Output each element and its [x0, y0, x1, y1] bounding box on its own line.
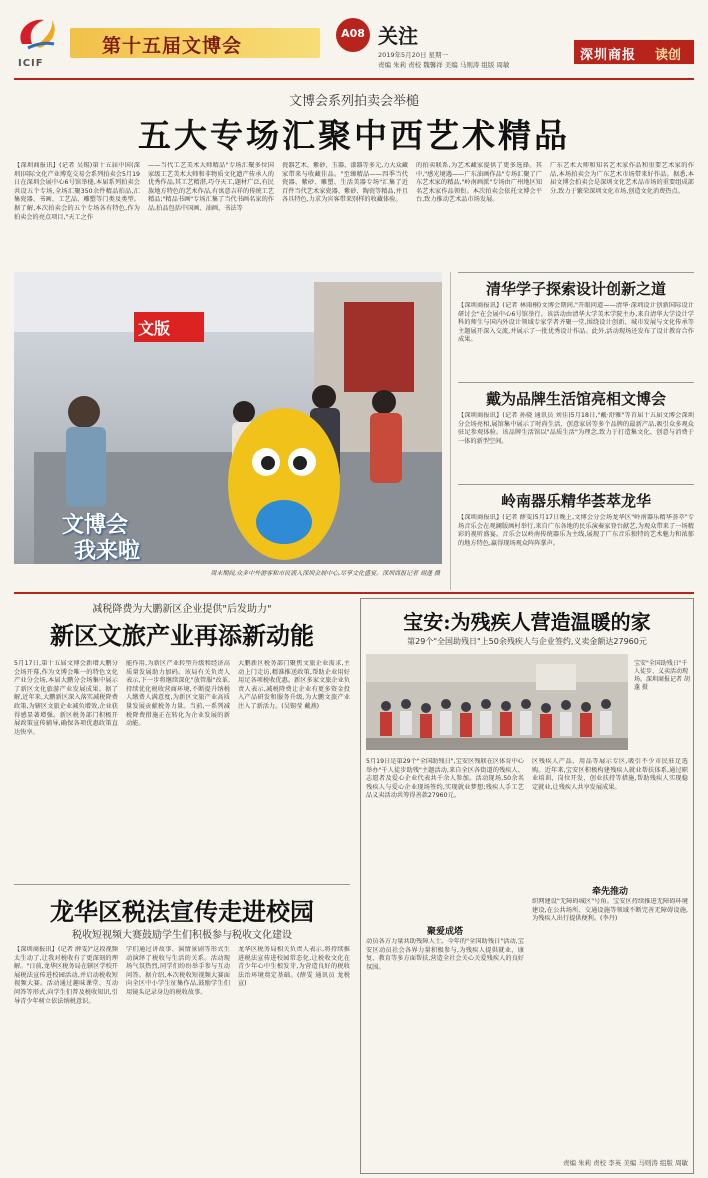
article-4-photo-caption: 宝安"全国助残日"千人徒步、义卖活动现场。深圳商报记者 胡蓬 摄 [634, 660, 690, 691]
article-3-col-3: 龙华区税务局相关负责人表示,将持续推进税法宣传进校园常态化,让税收文化在青少年心中生根发芽,为营造良好的税收法治环境奠定基础。(薛雯 通讯员 龙税宣) [238, 946, 350, 988]
right-story-1-body: 【深圳商报讯】(记者 林雨桐)文博会期间,"开眼问道——清华·深圳设计创新国际设计研讨会"在会展中心6号馆举行。该活动由清华大学美术学院主办,来自清华大学设计学科的师生与国内外设计领域专家学者齐聚一堂,围绕设计创新、城市发展与文化传承等主题展开深入交流,并展示了一批优秀设计作品。此外,活动现场还发布了设计教育合作成果。 [458, 302, 694, 344]
right-story-2-title: 戴为品牌生活馆亮相文博会 [485, 390, 666, 408]
masthead-rule [14, 78, 694, 80]
masthead [0, 0, 708, 80]
right-story-3-body: 【深圳商报讯】(记者 薛雯)5月17日晚上,文博会分会场龙华区"岭南器乐精华荟萃"专场音乐会在观澜版画村举行,来自广东各地的民乐演奏家登台献艺,为观众带来了一场精彩的视听盛宴。音乐会以岭南传统器乐为主线,展现了广东音乐独特的艺术魅力和浓郁的地方特色,赢得现场观众阵阵掌声。 [458, 514, 694, 547]
lead-headline: 五大专场汇聚中西艺术精品 [138, 116, 570, 155]
lead-col-1: 【深圳商报讯】(记者 吴锡)第十五届中国(深圳)国际文化产业博览交易会系列拍卖会5月19日在深圳会展中心6号馆举槌,本届系列拍卖会共设五个专场,全场汇聚350余件精品拍品,汇集瓷器、书画、工艺品、雕塑等门类及类型。据了解,本次拍卖会的五个专场各有特色,作为拍卖会的亮点项目,"天工之作 [14, 162, 140, 221]
photo-caption: 周末期间,众多中外游客和市民涌入深圳会展中心,尽享文化盛宴。深圳商报记者 胡蓬 摄 [210, 570, 440, 577]
banner-title: 第十五届文博会 [102, 35, 243, 57]
article-3-rule [14, 884, 350, 885]
article-2-headline: 新区文旅产业再添新动能 [50, 621, 314, 650]
logo-text: ICIF [18, 58, 44, 69]
lead-col-3: 瓷器艺术、紫砂、玉器、漆器等多元,力大众藏家带来与收藏佳品。"至臻精品——四季当代瓷器、紫砂、雕塑、生活美器专场"汇集了近百件当代艺术家瓷器、紫砂、陶瓷等精品,并且各具特色,力求为宾客带来别样的收藏体验。 [282, 162, 408, 204]
footer-editors: 责编 朱莉 责校 李英 美编 马则涛 组版 周敏 [563, 1159, 688, 1167]
article-4-col-2: 区残疾人产品、用品等展示专区,吸引不少市民驻足选购。近年来,宝安区积极构建残疾人就业帮扶体系,通过职业培训、岗位开发、创业扶持等措施,帮助残疾人实现稳定就业,让残疾人共享发展成果。 [532, 758, 688, 791]
article-3-col-2: 学们通过讲故事、演情景剧等形式生动演绎了税收与生活的关系。活动现场气氛热烈,同学们纷纷举手参与互动问答。据介绍,本次税收短视频大赛面向全区中小学生征集作品,鼓励学生们用镜头记录身边的税收故事。 [126, 946, 230, 996]
right-story-2-body: 【深圳商报讯】(记者 孙骁 通讯员 刘佳)5月18日,"戴·舒雅"等首届十五届文博会深圳分会场亮相,展馆集中展示了时尚生活、创意家居等多个品牌的最新产品,吸引众多观众驻足参观体验。该品牌生活馆以"品质生活"为理念,致力于打造集文化、创意与消费于一体的新型空间。 [458, 412, 694, 445]
article-3-col-1: 【深圳商报讯】(记者 薛雯)"这段视频太生动了,让我对税收有了更深刻的理解。"日前,龙华区税务局在辖区学校开展税法宣传进校园活动,并启动税收短视频大赛。活动通过趣味课堂、互动问答等形式,向学生们普及税收知识,引导青少年树立依法纳税意识。 [14, 946, 118, 1005]
lead-col-2: ——当代工艺美术大师精品"专场汇聚多位国家级工艺美术大师和非物质文化遗产传承人的优秀作品,其工艺精湛,巧夺天工,题材广泛,有民族地方特色的艺术作品,有寓意吉祥的传统工艺精品;"精品书画"专场汇集了当代书画名家的作品,拍品包括中国画、油画、书法等 [148, 162, 274, 212]
article-4-sub-1-body: 动员各方力量共助残障人士。今年的"全国助残日"活动,宝安区动员社会各界力量积极参与,为残疾人提供就业、康复、教育等多方面帮扶,营造全社会关心关爱残疾人的良好氛围。 [366, 938, 524, 971]
article-4-headline: 宝安:为残疾人营造温暖的家 [403, 610, 651, 634]
lead-kicker: 文博会系列拍卖会举槌 [288, 94, 419, 109]
brand-seal: 读创 [655, 48, 682, 63]
article-3-kicker: 税收短视频大赛鼓励学生们积极参与税收文化建设 [72, 930, 292, 941]
masthead-editors: 责编 朱莉 责校 魏馨祥 美编 马则涛 组版 周敏 [378, 61, 510, 69]
page-number: A08 [341, 27, 365, 40]
photo-overlay-line-2: 我来啦 [74, 538, 141, 564]
article-4-subhead: 第29个"全国助残日"上50余残疾人与企业签约,义卖金额达27960元 [407, 637, 647, 646]
article-4-col-1: 5月19日是第29个"全国助残日",宝安区残联在区体育中心举办"千人徒步助残"主题活动,来自全区各街道的残疾人、志愿者及爱心企业代表共千余人参加。活动现场,50余名残疾人与爱心企业现场签约,实现就业梦想;残疾人手工艺品义卖活动共筹得善款27960元。 [366, 758, 524, 800]
article-2-kicker: 减税降费为大鹏新区企业提供"后发助力" [92, 604, 272, 615]
article-4-photo [366, 654, 628, 750]
icif-logo-icon [14, 14, 60, 52]
main-photo [14, 272, 442, 564]
right-column-divider [450, 272, 451, 590]
section-title: 关注 [378, 24, 418, 48]
lead-col-5: 广东艺术大师和知名艺术家作品和重要艺术家的作品,本场拍卖会为广东艺术市场带来好作品。据悉,本届文博会拍卖会是深圳文化艺术品市场的重要组成部分,致力于繁荣深圳文化市场,创造文化消费热点。 [550, 162, 694, 195]
date-line: 2019年5月20日 星期一 [378, 51, 449, 59]
article-2-col-2: 能作用,为新区产业转型升级和经济高质量发展助力加码。该局有关负责人表示,下一步将继续深化"放管服"改革,持续优化税收营商环境,不断提升纳税人缴费人满意度,为新区文旅产业高质量发展贡献税务力量。当前,一系列减税降费措施正在转化为企业发展的新动能。 [126, 660, 230, 728]
middle-rule [14, 592, 694, 594]
photo-sign: 文版 [138, 319, 171, 338]
photo-overlay-line-1: 文博会 [62, 512, 129, 538]
right-story-1-title: 清华学子探索设计创新之道 [485, 280, 666, 298]
article-4-subhead-1: 聚爱成塔 [426, 927, 463, 937]
right-story-3-title: 岭南器乐精华荟萃龙华 [500, 492, 651, 510]
article-4-sub-2-body: 织网建设"无障碍城区"号角。宝安区持续推进无障碍环境建设,在公共场所、交通设施等领域不断完善无障碍设施,为残疾人出行提供便利。(李丹) [532, 898, 688, 923]
article-2-col-3: 大鹏新区税务部门聚焦文旅企业需求,主动上门走访,精准推送政策,帮助企业用好用足各项税收优惠。新区多家文旅企业负责人表示,减税降费让企业有更多资金投入产品研发和服务升级,为大鹏文旅产业注入了新活力。(吴锡莹 戴燕) [238, 660, 350, 710]
article-4-subhead-2: 牵先推动 [591, 887, 628, 897]
brand-name: 深圳商报 [580, 48, 637, 63]
article-3-headline: 龙华区税法宣传走进校园 [50, 897, 314, 926]
article-2-col-1: 5月17日,第十五届文博会新增大鹏分会场开幕,作为文博会唯一的特色文化产业分会场,本届大鹏分会场集中展示了新区文化旅游产业发展成果。据了解,近年来,大鹏新区深入落实减税降费政策,为辖区文旅企业减负增效,企业获得感显著增强。新区税务部门积极开展政策宣传辅导,确保各项优惠政策直达快享。 [14, 660, 118, 736]
lead-col-4: 的拍卖联系,为艺术藏家提供了更多选择。其中,"感光境遇——广东油画作品"专场汇聚了广东艺术家的精品,"岭南画派"专场由广州地区知名艺术家作品领衔。本次拍卖会依托文博会平台,致力推动艺术品市场发展。 [416, 162, 542, 204]
